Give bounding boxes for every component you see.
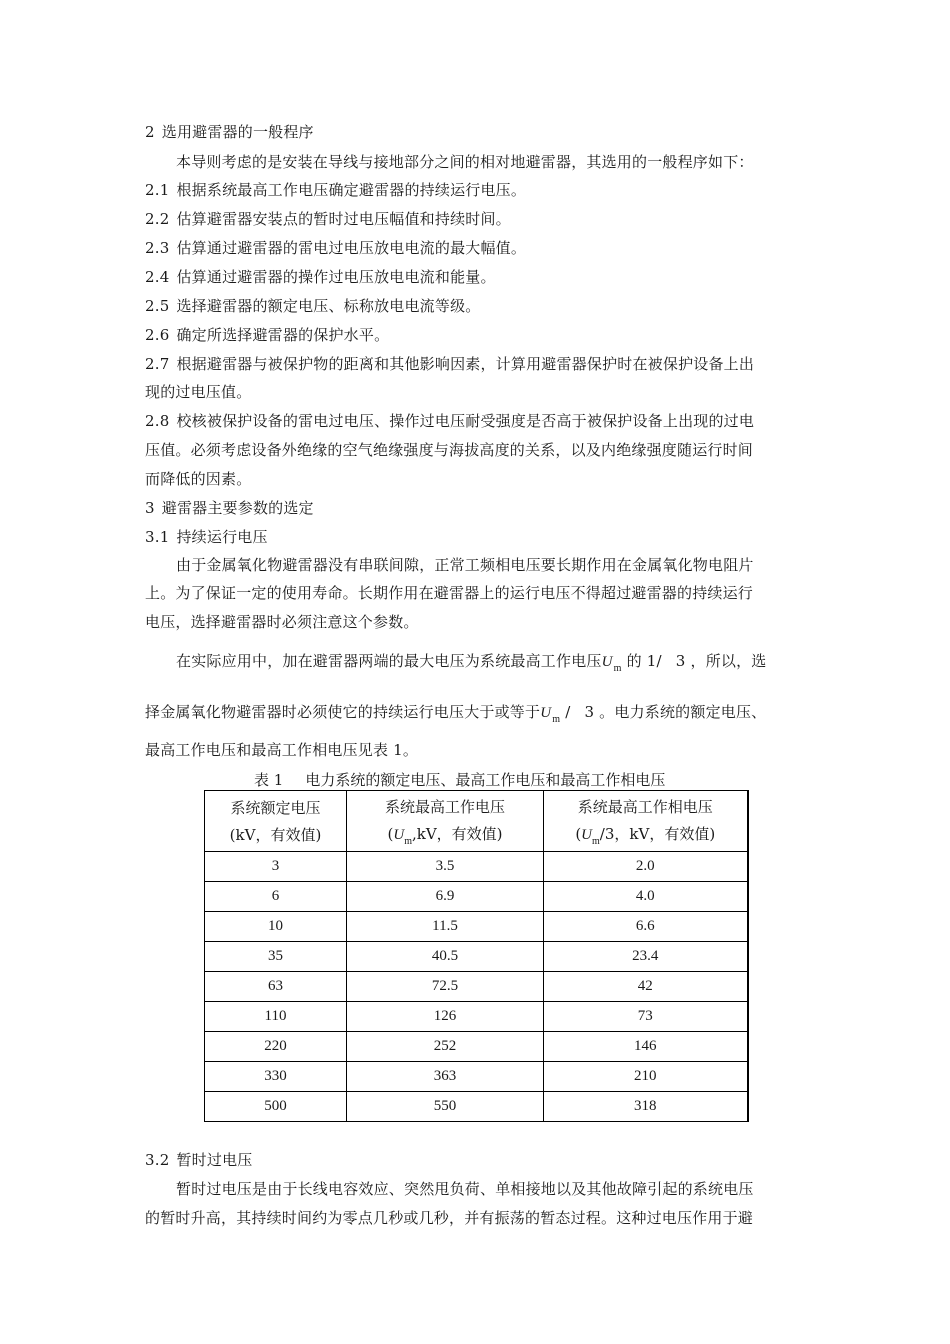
table-cell: 10 [205, 912, 347, 942]
list-item-continuation: 压值。必须考虑设备外绝缘的空气绝缘强度与海拔高度的关系，以及内绝缘强度随运行时间 [145, 441, 754, 459]
table-cell: 6.6 [544, 912, 748, 942]
table-cell: 42 [544, 972, 748, 1002]
paragraph-line: 在实际应用中，加在避雷器两端的最大电压为系统最高工作电压$U_m$ 的 1/ 3 ，所以，选 [176, 652, 767, 674]
table-cell: 6.9 [347, 882, 544, 912]
list-item: 2.7 根据避雷器与被保护物的距离和其他影响因素，计算用避雷器保护时在被保护设备上出 [145, 355, 755, 373]
table-cell: 23.4 [544, 942, 748, 972]
table-cell: 11.5 [347, 912, 544, 942]
paragraph-line: 的暂时升高，其持续时间约为零点几秒或几秒，并有振荡的暂态过程。这种过电压作用于避 [145, 1209, 754, 1227]
table-cell: 73 [544, 1002, 748, 1032]
table-cell: 2.0 [544, 852, 748, 882]
table-cell: 318 [544, 1092, 748, 1122]
table-cell: 63 [205, 972, 347, 1002]
paragraph-line: 由于金属氧化物避雷器没有串联间隙，正常工频相电压要长期作用在金属氧化物电阻片 [176, 556, 754, 574]
paragraph-line: 最高工作电压和最高工作相电压见表 1。 [145, 741, 419, 759]
table-header-cell: 系统额定电压 (kV，有效值) [205, 791, 347, 852]
table-row [205, 1062, 748, 1092]
table-row [205, 1002, 748, 1032]
table-row [205, 882, 748, 912]
list-item-continuation: 而降低的因素。 [145, 470, 252, 488]
math-symbol: U [601, 654, 613, 670]
table-cell: 210 [544, 1062, 748, 1092]
table-cell: 500 [205, 1092, 347, 1122]
table-cell: 252 [347, 1032, 544, 1062]
list-item: 2.2 估算避雷器安装点的暂时过电压幅值和持续时间。 [145, 210, 511, 228]
list-item: 2.3 估算通过避雷器的雷电过电压放电电流的最大幅值。 [145, 239, 527, 257]
table-row [205, 1032, 748, 1062]
section-3-heading: 3 避雷器主要参数的选定 [145, 499, 314, 517]
subsection-3-2-heading: 3.2 暂时过电压 [145, 1151, 253, 1169]
paragraph-line: 择金属氧化物避雷器时必须使它的持续运行电压大于或等于$U_m / 3$ 。电力系统的额定电压、 [145, 703, 767, 725]
table-row [205, 1092, 748, 1122]
table-header-cell: 系统最高工作相电压 ($U_m/3$，kV，有效值) [544, 791, 748, 852]
table-row [205, 912, 748, 942]
list-item: 2.4 估算通过避雷器的操作过电压放电电流和能量。 [145, 268, 496, 286]
table-row [205, 972, 748, 1002]
table-cell: 550 [347, 1092, 544, 1122]
table-cell: 4.0 [544, 882, 748, 912]
list-item-continuation: 现的过电压值。 [145, 383, 252, 401]
table-cell: 35 [205, 942, 347, 972]
table-cell: 146 [544, 1032, 748, 1062]
table-row [205, 942, 748, 972]
paragraph-line: 暂时过电压是由于长线电容效应、突然甩负荷、单相接地以及其他故障引起的系统电压 [176, 1180, 754, 1198]
paragraph-line: 电压，选择避雷器时必须注意这个参数。 [145, 613, 419, 631]
list-item: 2.8 校核被保护设备的雷电过电压、操作过电压耐受强度是否高于被保护设备上出现的过电 [145, 412, 755, 430]
paragraph-line: 上。为了保证一定的使用寿命。长期作用在避雷器上的运行电压不得超过避雷器的持续运行 [145, 584, 754, 602]
table-header-row [205, 791, 748, 852]
list-item: 2.6 确定所选择避雷器的保护水平。 [145, 326, 390, 344]
section-2-intro: 本导则考虑的是安装在导线与接地部分之间的相对地避雷器，其选用的一般程序如下： [176, 153, 754, 171]
table-cell: 110 [205, 1002, 347, 1032]
table-cell: 363 [347, 1062, 544, 1092]
math-symbol: U [540, 705, 552, 721]
table-cell: 330 [205, 1062, 347, 1092]
table-cell: 3 [205, 852, 347, 882]
table-cell: 3.5 [347, 852, 544, 882]
table-cell: 220 [205, 1032, 347, 1062]
table-header-cell: 系统最高工作电压 ($U_m,kV$，有效值) [347, 791, 544, 852]
table-caption: 表 1 电力系统的额定电压、最高工作电压和最高工作相电压 [254, 771, 666, 789]
voltage-table [204, 790, 749, 1122]
table-cell: 126 [347, 1002, 544, 1032]
section-2-heading: 2 选用避雷器的一般程序 [145, 123, 314, 141]
subsection-3-1-heading: 3.1 持续运行电压 [145, 528, 268, 546]
table-cell: 6 [205, 882, 347, 912]
table-cell: 72.5 [347, 972, 544, 1002]
list-item: 2.5 选择避雷器的额定电压、标称放电电流等级。 [145, 297, 481, 315]
table-cell: 40.5 [347, 942, 544, 972]
table-row [205, 852, 748, 882]
list-item: 2.1 根据系统最高工作电压确定避雷器的持续运行电压。 [145, 181, 527, 199]
